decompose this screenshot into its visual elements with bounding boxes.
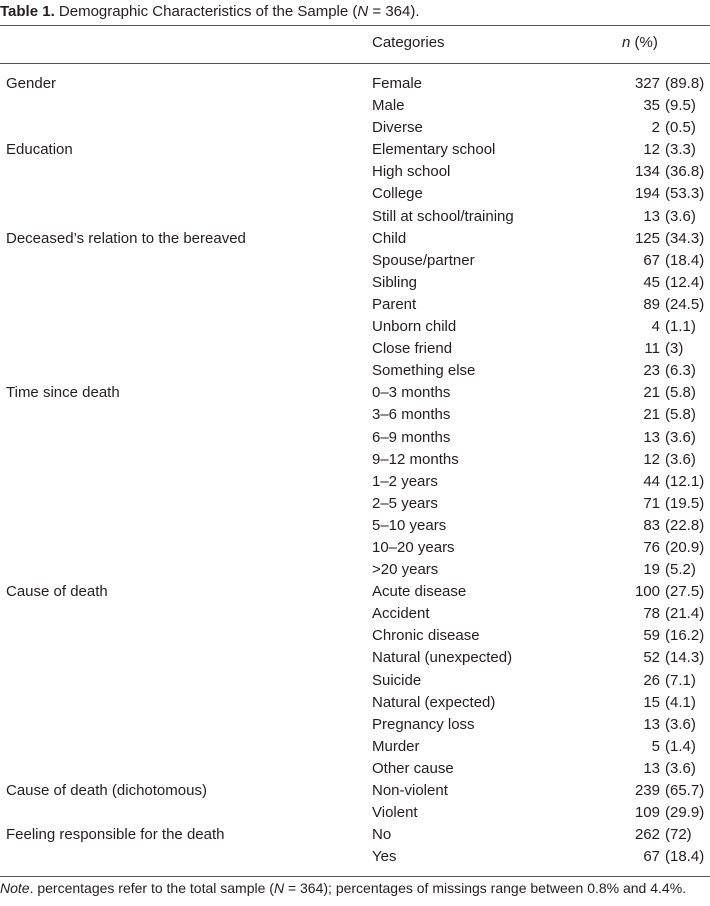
category-cell: Unborn child xyxy=(372,318,457,336)
n-cell: 327 xyxy=(634,75,660,92)
table-row xyxy=(0,161,710,183)
n-cell: 23 xyxy=(643,362,660,380)
note-label: Note xyxy=(0,880,30,896)
n-cell: 12 xyxy=(643,141,660,159)
table-row xyxy=(0,692,710,714)
pct-cell: (19.5) xyxy=(665,494,705,512)
pct-cell: (89.8) xyxy=(665,75,705,92)
category-cell: Still at school/training xyxy=(372,207,514,225)
group-label: Feeling responsible for the death xyxy=(6,826,225,844)
table-row xyxy=(0,647,710,669)
n-cell: 194 xyxy=(634,185,660,203)
bottom-rule xyxy=(0,876,710,877)
n-cell: 109 xyxy=(634,804,660,822)
table-row xyxy=(0,294,710,316)
n-cell: 5 xyxy=(651,737,660,755)
pct-cell: (7.1) xyxy=(665,671,696,689)
table-row xyxy=(0,382,710,404)
caption-text-end: = 364). xyxy=(368,3,420,20)
n-cell: 13 xyxy=(643,428,660,446)
table-row xyxy=(0,846,710,868)
table-row xyxy=(0,780,710,802)
n-cell: 26 xyxy=(643,671,660,689)
group-label: Deceased’s relation to the bereaved xyxy=(6,229,246,247)
n-cell: 11 xyxy=(644,340,660,358)
table-row xyxy=(0,802,710,824)
table-row xyxy=(0,228,710,250)
category-cell: Spouse/partner xyxy=(372,251,475,269)
pct-cell: (3.6) xyxy=(665,450,696,468)
header-categories: Categories xyxy=(372,34,445,51)
category-cell: 10–20 years xyxy=(372,538,455,556)
pct-cell: (20.9) xyxy=(665,538,705,556)
category-cell: 3–6 months xyxy=(372,406,451,424)
category-cell: >20 years xyxy=(372,561,439,579)
n-cell: 2 xyxy=(651,119,660,137)
pct-cell: (18.4) xyxy=(665,848,705,866)
category-cell: Child xyxy=(372,229,407,247)
group-label: Gender xyxy=(6,75,57,92)
table-label: Table 1. xyxy=(0,3,55,20)
category-cell: Male xyxy=(372,97,405,115)
category-cell: Murder xyxy=(372,737,420,755)
table-row xyxy=(0,449,710,471)
category-cell: Yes xyxy=(372,848,397,866)
table-row xyxy=(0,471,710,493)
category-cell: Natural (expected) xyxy=(372,693,496,711)
caption-text: Demographic Characteristics of the Sample ( xyxy=(58,3,358,20)
n-cell: 52 xyxy=(643,649,660,667)
category-cell: 1–2 years xyxy=(372,472,438,490)
pct-cell: (27.5) xyxy=(665,583,705,601)
table-row xyxy=(0,250,710,272)
table-row xyxy=(0,714,710,736)
group-label: Education xyxy=(6,141,73,159)
group-label: Cause of death (dichotomous) xyxy=(6,782,207,799)
pct-cell: (21.4) xyxy=(665,605,705,623)
category-cell: Diverse xyxy=(372,119,423,137)
n-cell: 35 xyxy=(643,97,660,115)
pct-cell: (6.3) xyxy=(665,362,696,380)
table-row xyxy=(0,427,710,449)
category-cell: Something else xyxy=(372,362,476,380)
table-row xyxy=(0,670,710,692)
pct-cell: (9.5) xyxy=(665,97,696,115)
n-cell: 13 xyxy=(643,715,660,733)
note-n-symbol: N xyxy=(273,880,285,896)
n-cell: 83 xyxy=(643,516,660,534)
table-row xyxy=(0,117,710,139)
table-row xyxy=(0,515,710,537)
n-cell: 262 xyxy=(634,826,660,844)
n-cell: 134 xyxy=(634,163,660,181)
top-rule xyxy=(0,25,710,26)
table-row xyxy=(0,493,710,515)
table-row xyxy=(0,139,710,161)
table-row xyxy=(0,316,710,338)
table-row xyxy=(0,404,710,426)
pct-cell: (24.5) xyxy=(665,295,705,313)
pct-cell: (36.8) xyxy=(665,163,705,181)
pct-cell: (3.6) xyxy=(665,759,696,777)
pct-cell: (3.6) xyxy=(665,428,696,446)
category-cell: Suicide xyxy=(372,671,422,689)
table-row xyxy=(0,736,710,758)
n-cell: 13 xyxy=(643,759,660,777)
category-cell: Other cause xyxy=(372,759,454,777)
category-cell: 0–3 months xyxy=(372,384,451,402)
n-cell: 239 xyxy=(634,782,660,799)
pct-cell: (3.3) xyxy=(665,141,696,159)
pct-cell: (72) xyxy=(665,826,692,844)
n-cell: 67 xyxy=(643,251,660,269)
n-cell: 15 xyxy=(643,693,660,711)
group-label: Time since death xyxy=(6,384,120,402)
header-n-pct xyxy=(622,34,658,51)
pct-cell: (4.1) xyxy=(665,693,696,711)
n-cell: 71 xyxy=(643,494,660,512)
table-row xyxy=(0,206,710,228)
pct-cell: (18.4) xyxy=(665,251,705,269)
pct-cell: (5.2) xyxy=(665,561,696,579)
category-cell: Close friend xyxy=(372,340,453,358)
n-cell: 100 xyxy=(634,583,660,601)
table-row xyxy=(0,537,710,559)
header-n: n xyxy=(622,34,631,51)
n-cell: 59 xyxy=(643,627,660,645)
n-cell: 13 xyxy=(643,207,660,225)
n-cell: 45 xyxy=(643,273,660,291)
table-row xyxy=(0,625,710,647)
pct-cell: (53.3) xyxy=(665,185,705,203)
table-row xyxy=(0,360,710,382)
n-cell: 78 xyxy=(643,605,660,623)
table-row xyxy=(0,338,710,360)
category-cell: Violent xyxy=(372,804,418,822)
table-row xyxy=(0,603,710,625)
category-cell: Parent xyxy=(372,295,417,313)
pct-cell: (3.6) xyxy=(665,715,696,733)
table-row xyxy=(0,758,710,780)
category-cell: 5–10 years xyxy=(372,516,447,534)
n-cell: 89 xyxy=(643,295,660,313)
category-cell: High school xyxy=(372,163,451,181)
category-cell: Elementary school xyxy=(372,141,496,159)
n-cell: 21 xyxy=(643,406,660,424)
category-cell: 2–5 years xyxy=(372,494,438,512)
table-note xyxy=(0,880,686,896)
table-row xyxy=(0,73,710,95)
pct-cell: (14.3) xyxy=(665,649,705,667)
note-text-end: = 364); percentages of missings range between 0.8% and 4.4%. xyxy=(284,880,687,896)
pct-cell: (0.5) xyxy=(665,119,696,137)
n-cell: 125 xyxy=(634,229,660,247)
pct-cell: (12.4) xyxy=(665,273,705,291)
pct-cell: (5.8) xyxy=(665,384,696,402)
table-row xyxy=(0,824,710,846)
pct-cell: (1.1) xyxy=(665,318,696,336)
pct-cell: (22.8) xyxy=(665,516,705,534)
n-cell: 76 xyxy=(643,538,660,556)
category-cell: Chronic disease xyxy=(372,627,480,645)
pct-cell: (12.1) xyxy=(665,472,705,490)
group-label: Cause of death xyxy=(6,583,108,601)
pct-cell: (3.6) xyxy=(665,207,696,225)
pct-cell: (65.7) xyxy=(665,782,705,799)
table-row xyxy=(0,581,710,603)
category-cell: 9–12 months xyxy=(372,450,459,468)
header-rule xyxy=(0,63,710,64)
header-pct: (%) xyxy=(630,34,658,51)
n-cell: 19 xyxy=(643,561,660,579)
category-cell: Sibling xyxy=(372,273,418,291)
n-cell: 12 xyxy=(643,450,660,468)
category-cell: No xyxy=(372,826,392,844)
pct-cell: (34.3) xyxy=(665,229,705,247)
category-cell: Accident xyxy=(372,605,430,623)
n-cell: 4 xyxy=(651,318,660,336)
pct-cell: (3) xyxy=(665,340,684,358)
table-row xyxy=(0,272,710,294)
category-cell: College xyxy=(372,185,423,203)
caption-n-symbol: N xyxy=(357,3,369,20)
table-caption xyxy=(0,3,420,20)
category-cell: Non-violent xyxy=(372,782,448,799)
pct-cell: (1.4) xyxy=(665,737,696,755)
category-cell: 6–9 months xyxy=(372,428,451,446)
pct-cell: (5.8) xyxy=(665,406,696,424)
category-cell: Natural (unexpected) xyxy=(372,649,513,667)
table-row xyxy=(0,559,710,581)
category-cell: Pregnancy loss xyxy=(372,715,475,733)
n-cell: 21 xyxy=(643,384,660,402)
table-row xyxy=(0,95,710,117)
n-cell: 44 xyxy=(643,472,660,490)
table-body xyxy=(0,73,710,868)
category-cell: Female xyxy=(372,75,423,92)
n-cell: 67 xyxy=(643,848,660,866)
pct-cell: (16.2) xyxy=(665,627,705,645)
pct-cell: (29.9) xyxy=(665,804,705,822)
category-cell: Acute disease xyxy=(372,583,467,601)
note-text: . percentages refer to the total sample ( xyxy=(29,880,274,896)
table-row xyxy=(0,183,710,205)
